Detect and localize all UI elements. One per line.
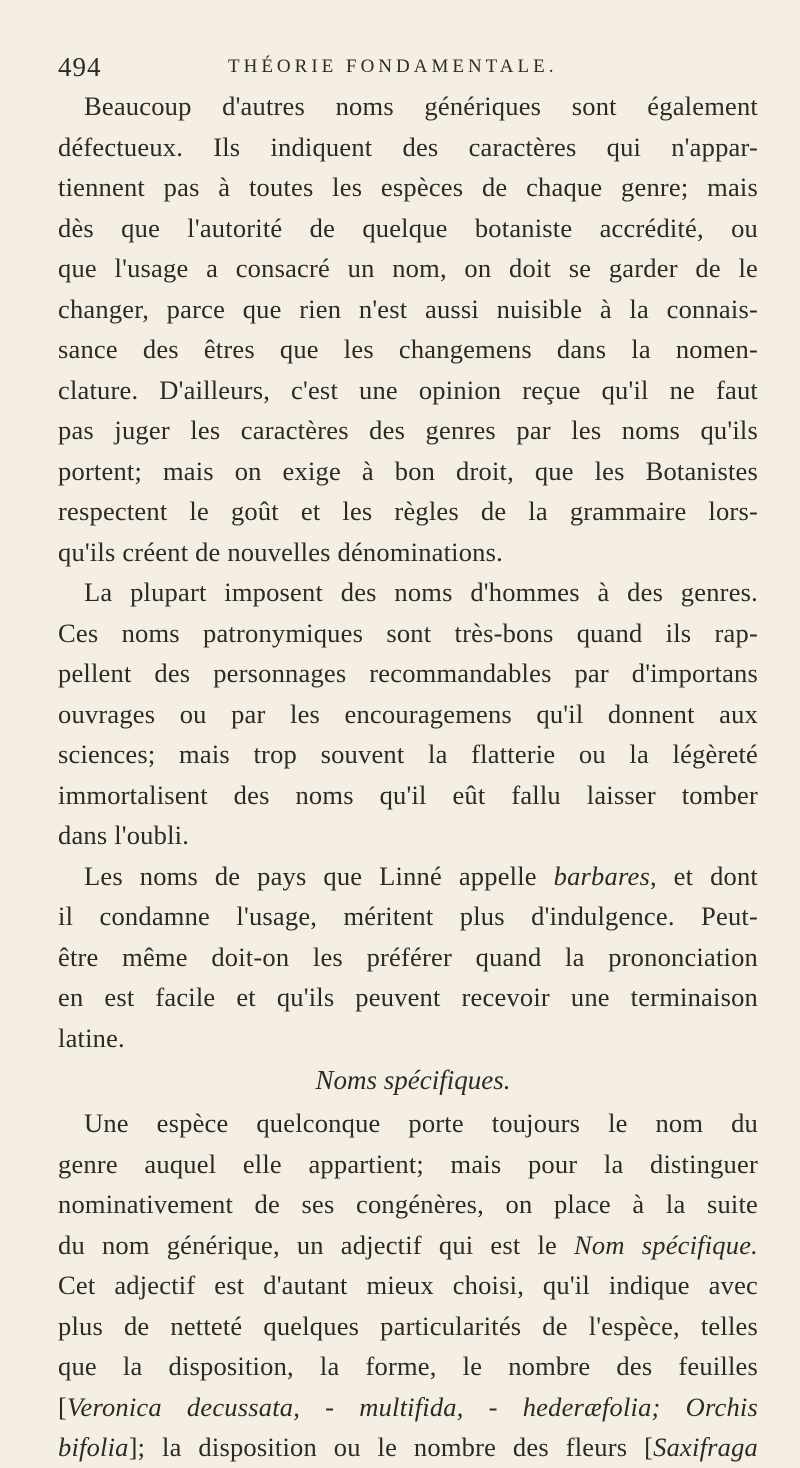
text-line: dès que l'autorité de quelque botaniste accrédité, ou bbox=[58, 212, 758, 243]
text-line: en est facile et qu'ils peuvent recevoir une terminaison bbox=[58, 982, 758, 1012]
text-line: latine. bbox=[58, 1022, 125, 1053]
text-run: , et dont bbox=[649, 860, 758, 891]
text-line bbox=[58, 1387, 758, 1428]
text-line: Une espèce quelconque porte toujours le nom du bbox=[84, 1108, 758, 1138]
page-body bbox=[58, 86, 758, 1468]
text-line bbox=[58, 856, 758, 897]
text-line bbox=[58, 1225, 758, 1266]
paragraph-generic-names bbox=[58, 86, 758, 572]
text-line: tiennent pas à toutes les espèces de chaque genre; mais bbox=[58, 172, 758, 202]
page-number: 494 bbox=[58, 52, 102, 82]
text-line: ouvrages ou par les encouragemens qu'il donnent aux bbox=[58, 698, 758, 729]
text-line: pellent des personnages recommandables par d'importans bbox=[58, 658, 758, 688]
text-line: Beaucoup d'autres noms génériques sont également bbox=[84, 91, 758, 121]
text-line: respectent le goût et les règles de la grammaire lors- bbox=[58, 496, 758, 526]
paragraph-patronymic-names bbox=[58, 572, 758, 856]
text-line: défectueux. Ils indiquent des caractères qui n'appar- bbox=[58, 131, 758, 162]
text-line: sance des êtres que les changemens dans la nomen- bbox=[58, 334, 758, 364]
text-line: genre auquel elle appartient; mais pour la distinguer bbox=[58, 1148, 758, 1179]
text-run: du nom générique, un adjectif qui est le bbox=[58, 1229, 575, 1260]
text-line: Cet adjectif est d'autant mieux choisi, qu'il indique avec bbox=[58, 1270, 758, 1300]
text-line: que l'usage a consacré un nom, on doit se garder de le bbox=[58, 253, 758, 283]
text-line: immortalisent des noms qu'il eût fallu laisser tomber bbox=[58, 779, 758, 810]
page-header bbox=[58, 52, 758, 84]
text-line: sciences; mais trop souvent la flatterie ou la légèreté bbox=[58, 739, 758, 769]
text-run: [ bbox=[58, 1391, 68, 1422]
italic-term: bifolia bbox=[58, 1432, 129, 1462]
text-line: portent; mais on exige à bon droit, que les Botanistes bbox=[58, 455, 758, 486]
italic-term: Veronica decussata, - multifida, - hederæfolia; Orchis bbox=[67, 1391, 758, 1422]
running-title: THÉORIE FONDAMENTALE. bbox=[228, 56, 558, 77]
text-line: plus de netteté quelques particularités de l'espèce, telles bbox=[58, 1310, 758, 1341]
text-line: changer, parce que rien n'est aussi nuisible à la connais- bbox=[58, 293, 758, 324]
text-line: clature. D'ailleurs, c'est une opinion reçue qu'il ne faut bbox=[58, 374, 758, 405]
text-run: Les noms de pays que Linné appelle bbox=[84, 860, 554, 891]
text-run: ]; la disposition ou le nombre des fleurs [ bbox=[128, 1432, 654, 1462]
text-line: être même doit-on les préférer quand la prononciation bbox=[58, 941, 758, 972]
text-line: que la disposition, la forme, le nombre des feuilles bbox=[58, 1351, 758, 1381]
italic-term: Nom spécifique. bbox=[574, 1229, 758, 1260]
text-line: dans l'oubli. bbox=[58, 820, 190, 850]
text-line: pas juger les caractères des genres par les noms qu'ils bbox=[58, 415, 758, 445]
text-line: La plupart imposent des noms d'hommes à des genres. bbox=[84, 577, 758, 607]
text-line bbox=[58, 1427, 758, 1468]
section-heading: Noms spécifiques. bbox=[315, 1065, 511, 1095]
text-line: Ces noms patronymiques sont très-bons quand ils rap- bbox=[58, 617, 758, 648]
paragraph-country-names bbox=[58, 856, 758, 1059]
text-line: nominativement de ses congénères, on place à la suite bbox=[58, 1189, 758, 1219]
italic-term: barbares bbox=[553, 860, 650, 891]
text-line: qu'ils créent de nouvelles dénominations. bbox=[58, 536, 503, 567]
italic-term: Saxifraga bbox=[653, 1432, 758, 1462]
text-line: il condamne l'usage, méritent plus d'indulgence. Peut- bbox=[58, 901, 758, 931]
paragraph-specific-names bbox=[58, 1103, 758, 1468]
